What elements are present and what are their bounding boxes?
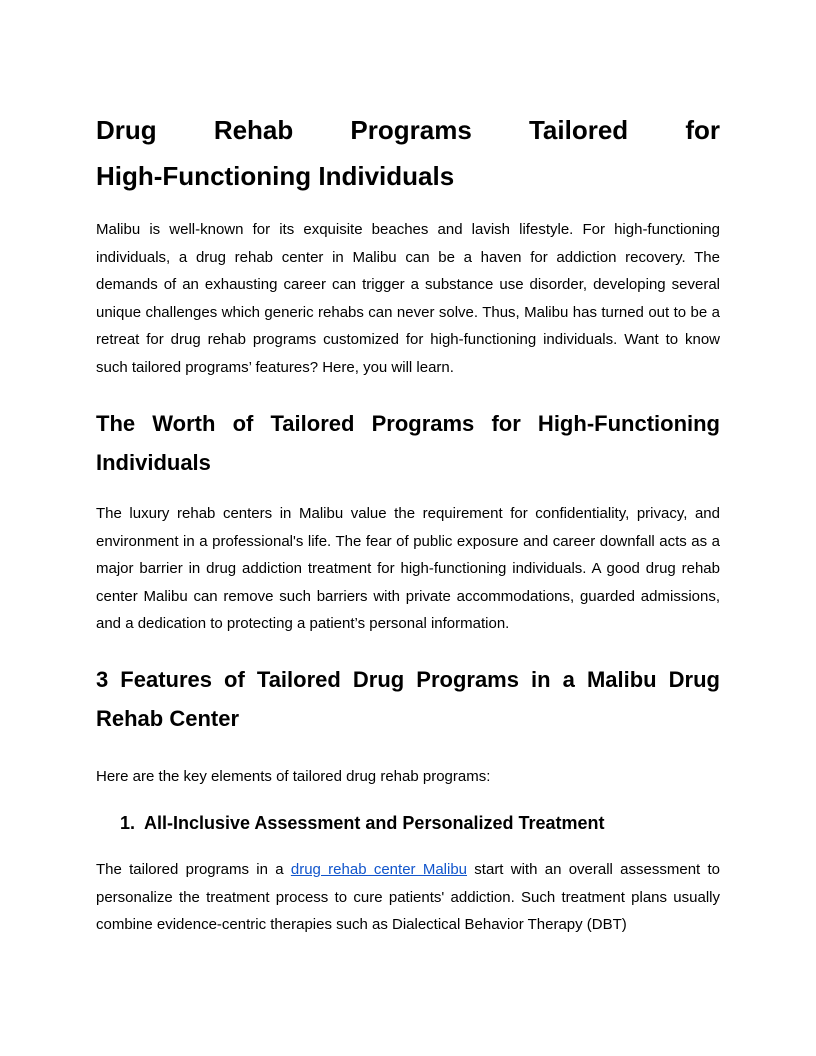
assessment-text-after-link: start with an overall assessment to personalize the treatment process to cure patients' addiction. Such treatment plans usually combine evidence-centric therapies such as Dialectical Behavior Therapy (DBT)	[96, 861, 721, 934]
list-item-number: 1.	[120, 813, 136, 833]
assessment-text-before-link: The tailored programs in a	[96, 861, 291, 878]
intro-paragraph: Malibu is well-known for its exquisite beaches and lavish lifestyle. For high-functioning individuals, a drug rehab center in Malibu can be a haven for addiction recovery. The demands of an exhausting career can trigger a substance use disorder, developing several unique challenges which generic rehabs can never solve. Thus, Malibu has turned out to be a retreat for drug rehab programs customized for high-functioning individuals. Want to know such tailored programs’ features? Here, you will learn.	[96, 221, 720, 376]
list-item-heading-assessment	[120, 809, 720, 837]
section-heading-worth	[96, 404, 720, 482]
assessment-paragraph	[96, 856, 720, 939]
section-heading-features-line-1: 3 Features of Tailored Drug Programs in a Malibu Drug	[96, 667, 720, 692]
drug-rehab-center-malibu-link[interactable]: drug rehab center Malibu	[290, 861, 468, 878]
section-heading-worth-line-1: The Worth of Tailored Programs for High-Functioning	[96, 411, 720, 436]
page-title	[96, 107, 720, 199]
worth-paragraph: The luxury rehab centers in Malibu value the requirement for confidentiality, privacy, and environment in a professional's life. The fear of public exposure and career downfall acts as a major barrier in drug addiction treatment for high-functioning individuals. A good drug rehab center Malibu can remove such barriers with private accommodations, guarded admissions, and a dedication to protecting a patient’s personal information.	[96, 505, 720, 633]
page-title-line-2: High-Functioning Individuals	[96, 161, 455, 191]
features-intro-paragraph: Here are the key elements of tailored drug rehab programs:	[96, 768, 491, 785]
section-heading-worth-line-2: Individuals	[96, 450, 211, 475]
page-title-line-1: Drug Rehab Programs Tailored for	[96, 115, 720, 145]
section-heading-features-line-2: Rehab Center	[96, 706, 240, 731]
section-heading-features	[96, 660, 720, 738]
list-item-heading-text: All-Inclusive Assessment and Personalized Treatment	[144, 813, 605, 833]
